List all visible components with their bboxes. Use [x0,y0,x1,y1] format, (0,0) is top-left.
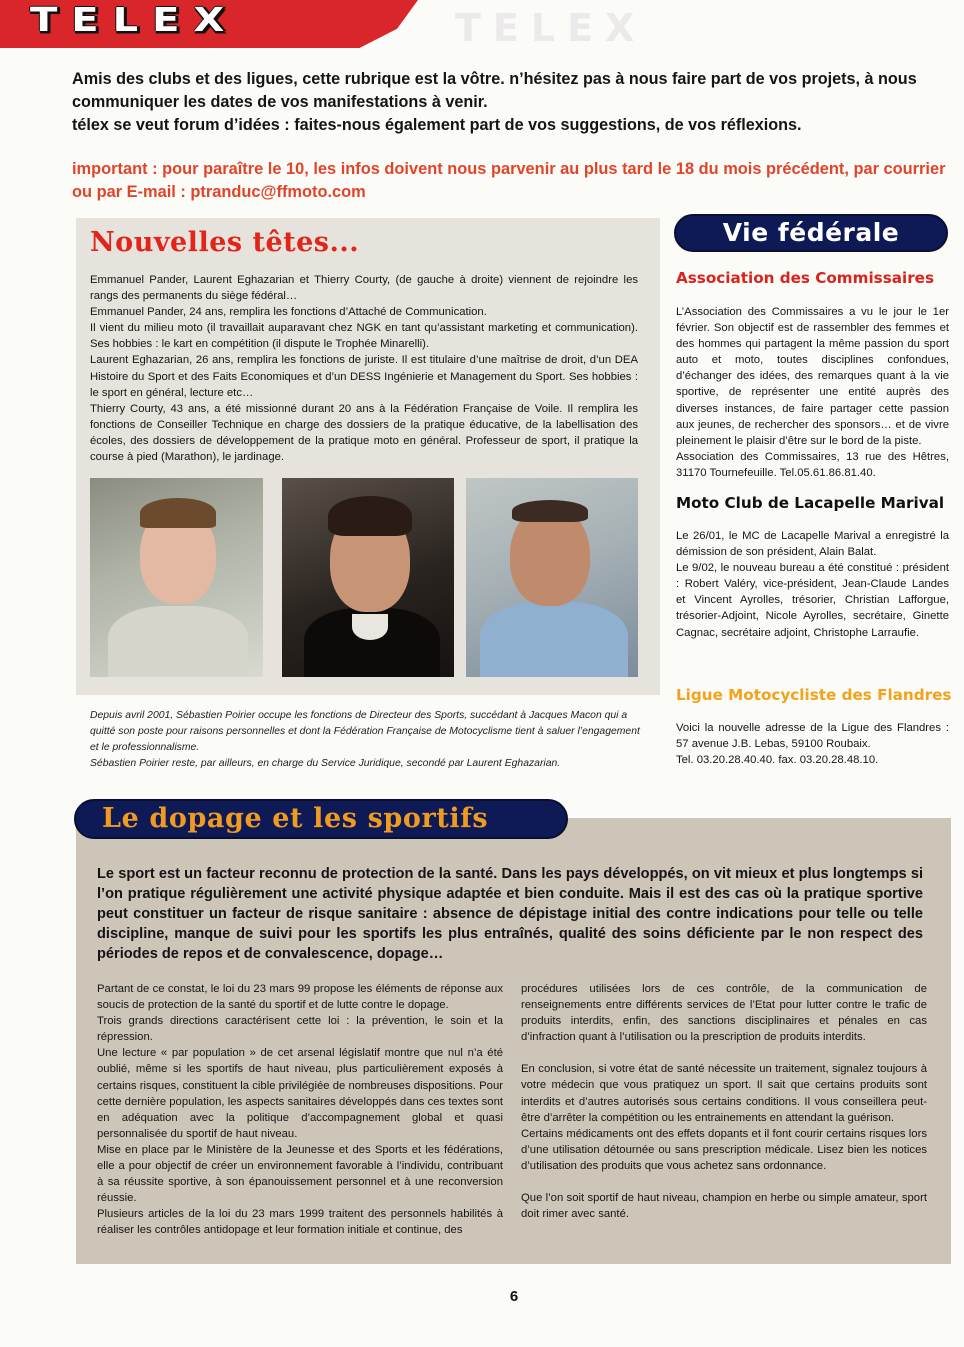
section-title: TELEX [30,1,239,40]
association-body: L’Association des Commissaires a vu le jour le 1er février. Son objectif est de rassembler des femmes et des hommes qui partagent la même passion du sport auto et moto, toutes disciplines confondues, d’échanger des idées, des remarques quant à la vie sportive, de représenter une entité auprès des diverses instances, de faire partager cette passion aux jeunes, de rechercher des sponsors… et de vivre pleinement le plaisir d’être sur le bord de la piste. [676,306,949,447]
nouvelles-tetes-text [90,272,638,465]
nt-paragraph: Laurent Eghazarian, 26 ans, remplira les fonctions de juriste. Il est titulaire d’une maîtrise de droit, d’un DEA Histoire du Sport et des Faits Economiques et d’un DESS Ingénierie et Management du Sport. Ses hobbies : le sport en général, lecture etc… [90,354,638,399]
dopage-paragraph: En conclusion, si votre état de santé nécessite un traitement, signalez toujours à votre médecin que vous pratiquez un sport. Il sait que certains produits sont interdits et d’autres autorisés sous certains conditions. Il vous conseillera peut-être d’arrêter la compétition ou les entrainements en attendant la guérison. [521,1063,927,1124]
ligue-heading: Ligue Motocycliste des Flandres [676,686,952,704]
photo-figure [108,606,248,677]
moto-club-heading: Moto Club de Lacapelle Marival [676,494,945,512]
ligue-body: Voici la nouvelle adresse de la Ligue des Flandres : 57 avenue J.B. Lebas, 59100 Roubaix. [676,722,949,751]
paragraph-spacer [521,1045,927,1061]
intro-text [72,68,952,137]
paragraph-spacer [521,1174,927,1190]
dopage-title: Le dopage et les sportifs [102,803,489,834]
nt-paragraph: Thierry Courty, 43 ans, a été missionné durant 20 ans à la Fédération Française de Voile. Il remplira les fonctions de Conseiller Technique en charge des dossiers de la pratique éducative, de la labellisation des écoles, des dossiers de développement de la pratique moto en général. Professeur de sport, il pratique la course à pied (Marathon), le jardinage. [90,402,638,464]
moto-club-body: Le 9/02, le nouveau bureau a été constitué : président : Robert Valéry, vice-président, Jean-Claude Landes et Vincent Ayrolles, trésorier, Christian Lafforgue, trésorier-Adjoint, Nicole Ayrolles, secrétaire, Ginette Cagnac, secrétaire adjoint, Christophe Larraufie. [676,562,949,639]
photo-figure [480,602,628,677]
dopage-paragraph: Plusieurs articles de la loi du 23 mars 1999 traitent des personnels habilités à réaliser les contrôles antidopage et leur formation initiale et continue, des [97,1208,503,1237]
moto-club-body: Le 26/01, le MC de Lacapelle Marival a enregistré la démission de son président, Alain Balat. [676,530,949,559]
nt-paragraph: Il vient du milieu moto (il travaillait auparavant chez NGK en tant qu’assistant marketing et communication). Ses hobbies : le kart en compétition (il dispute le Trophée Minarelli). [90,322,638,351]
moto-club-text [676,528,949,641]
intro-line-2: télex se veut forum d’idées : faites-nous également part de vos suggestions, de vos réflexions. [72,116,802,134]
dopage-paragraph: Que l’on soit sportif de haut niveau, champion en herbe ou simple amateur, sport doit rimer avec santé. [521,1192,927,1221]
association-address: Association des Commissaires, 13 rue des Hêtres, 31170 Tournefeuille. Tel.05.61.86.81.40. [676,450,949,479]
important-notice: important : pour paraître le 10, les infos doivent nous parvenir au plus tard le 18 du mois précédent, par courrier ou par E-mail : ptranduc@ffmoto.com [72,160,946,201]
photo-emmanuel-pander [90,478,263,677]
dopage-column-left [97,981,503,1239]
caption-paragraph: Depuis avril 2001, Sébastien Poirier occupe les fonctions de Directeur des Sports, succédant à Jacques Macon qui a quitté son poste pour raisons personnelles et dont la Fédération Française de Motocyclisme tient à saluer l’engagement et le professionnalisme. [90,710,640,753]
ligue-text [676,720,949,768]
ligue-contact: Tel. 03.20.28.40.40. fax. 03.20.28.48.10. [676,754,879,767]
nt-paragraph: Emmanuel Pander, 24 ans, remplira les fonctions d’Attaché de Communication. [90,306,487,319]
association-heading: Association des Commissaires [676,269,935,287]
dopage-paragraph: Trois grands directions caractérisent cette loi : la prévention, le soin et la répression. [97,1015,503,1044]
intro-line-1: Amis des clubs et des ligues, cette rubrique est la vôtre. n’hésitez pas à nous faire part de vos projets, à nous communiquer les dates de vos manifestations à venir. [72,70,917,111]
nt-paragraph: Emmanuel Pander, Laurent Eghazarian et Thierry Courty, (de gauche à droite) viennent de rejoindre les rangs des permanents du siège fédéral… [90,274,638,303]
page-number: 6 [509,1288,519,1305]
photo-figure [328,496,412,536]
photo-caption [90,708,640,772]
photo-thierry-courty [466,478,638,677]
association-text [676,304,949,481]
ghost-title-watermark: TELEX [455,6,647,50]
dopage-column-right [521,981,927,1222]
dopage-paragraph: Une lecture « par population » de cet arsenal législatif montre que nul n’a été oublié, même si les sportifs de haut niveau, plus particulièrement exposés à certains risques, constituent la cible privilégiée de nombreuses dispositions. Pour cette dernière population, les aspects sanitaires développés dans ces textes sont en adéquation avec la politique d’accompagnement global et quasi personnalisée du sportif de haut niveau. [97,1047,503,1140]
photo-figure [352,614,388,640]
dopage-paragraph: Partant de ce constat, le loi du 23 mars 99 propose les éléments de réponse aux soucis de protection de la santé du sportif et de lutte contre le dopage. [97,983,503,1012]
photo-figure [140,498,216,528]
dopage-lead: Le sport est un facteur reconnu de protection de la santé. Dans les pays développés, on vit mieux et plus longtemps si l’on pratique régulièrement une activité physique adaptée et bien conduite. Mais il est des cas où la pratique sportive peut constituer un facteur de risque sanitaire : absence de dépistage initial des contre indications pour telle ou telle discipline, manque de suivi pour les sportifs les plus entraînés, qualité des soins déficiente par le non respect des périodes de repos et de convalescence, dopage… [97,866,923,962]
dopage-paragraph: procédures utilisées lors de ces contrôle, de la communication de renseignements entre différents services de l’Etat pour lutter contre le trafic de produits interdits, enfin, des sanctions disciplinaires et pénales en cas d’infraction quant à l’utilisation ou la prescription de produits interdits. [521,983,927,1044]
dopage-paragraph: Mise en place par le Ministère de la Jeunesse et des Sports et les fédérations, elle a pour objectif de créer un environnement favorable à l’individu, contribuant à sa réussite sportive, à son épanouissement personnel et à une reconversion réussie. [97,1143,503,1205]
photo-laurent-eghazarian [282,478,454,677]
nouvelles-tetes-title: Nouvelles têtes... [90,227,360,258]
dopage-paragraph: Certains médicaments ont des effets dopants et il font courir certains risques lors d’une utilisation détournée ou sans prescription médicale. Lisez bien les notices d’utilisation des produits que vous achetez sans ordonnance. [521,1127,927,1172]
caption-paragraph: Sébastien Poirier reste, par ailleurs, en charge du Service Juridique, secondé par Laurent Eghazarian. [90,758,561,769]
vie-federale-title: Vie fédérale [722,218,900,247]
photo-figure [512,500,588,522]
